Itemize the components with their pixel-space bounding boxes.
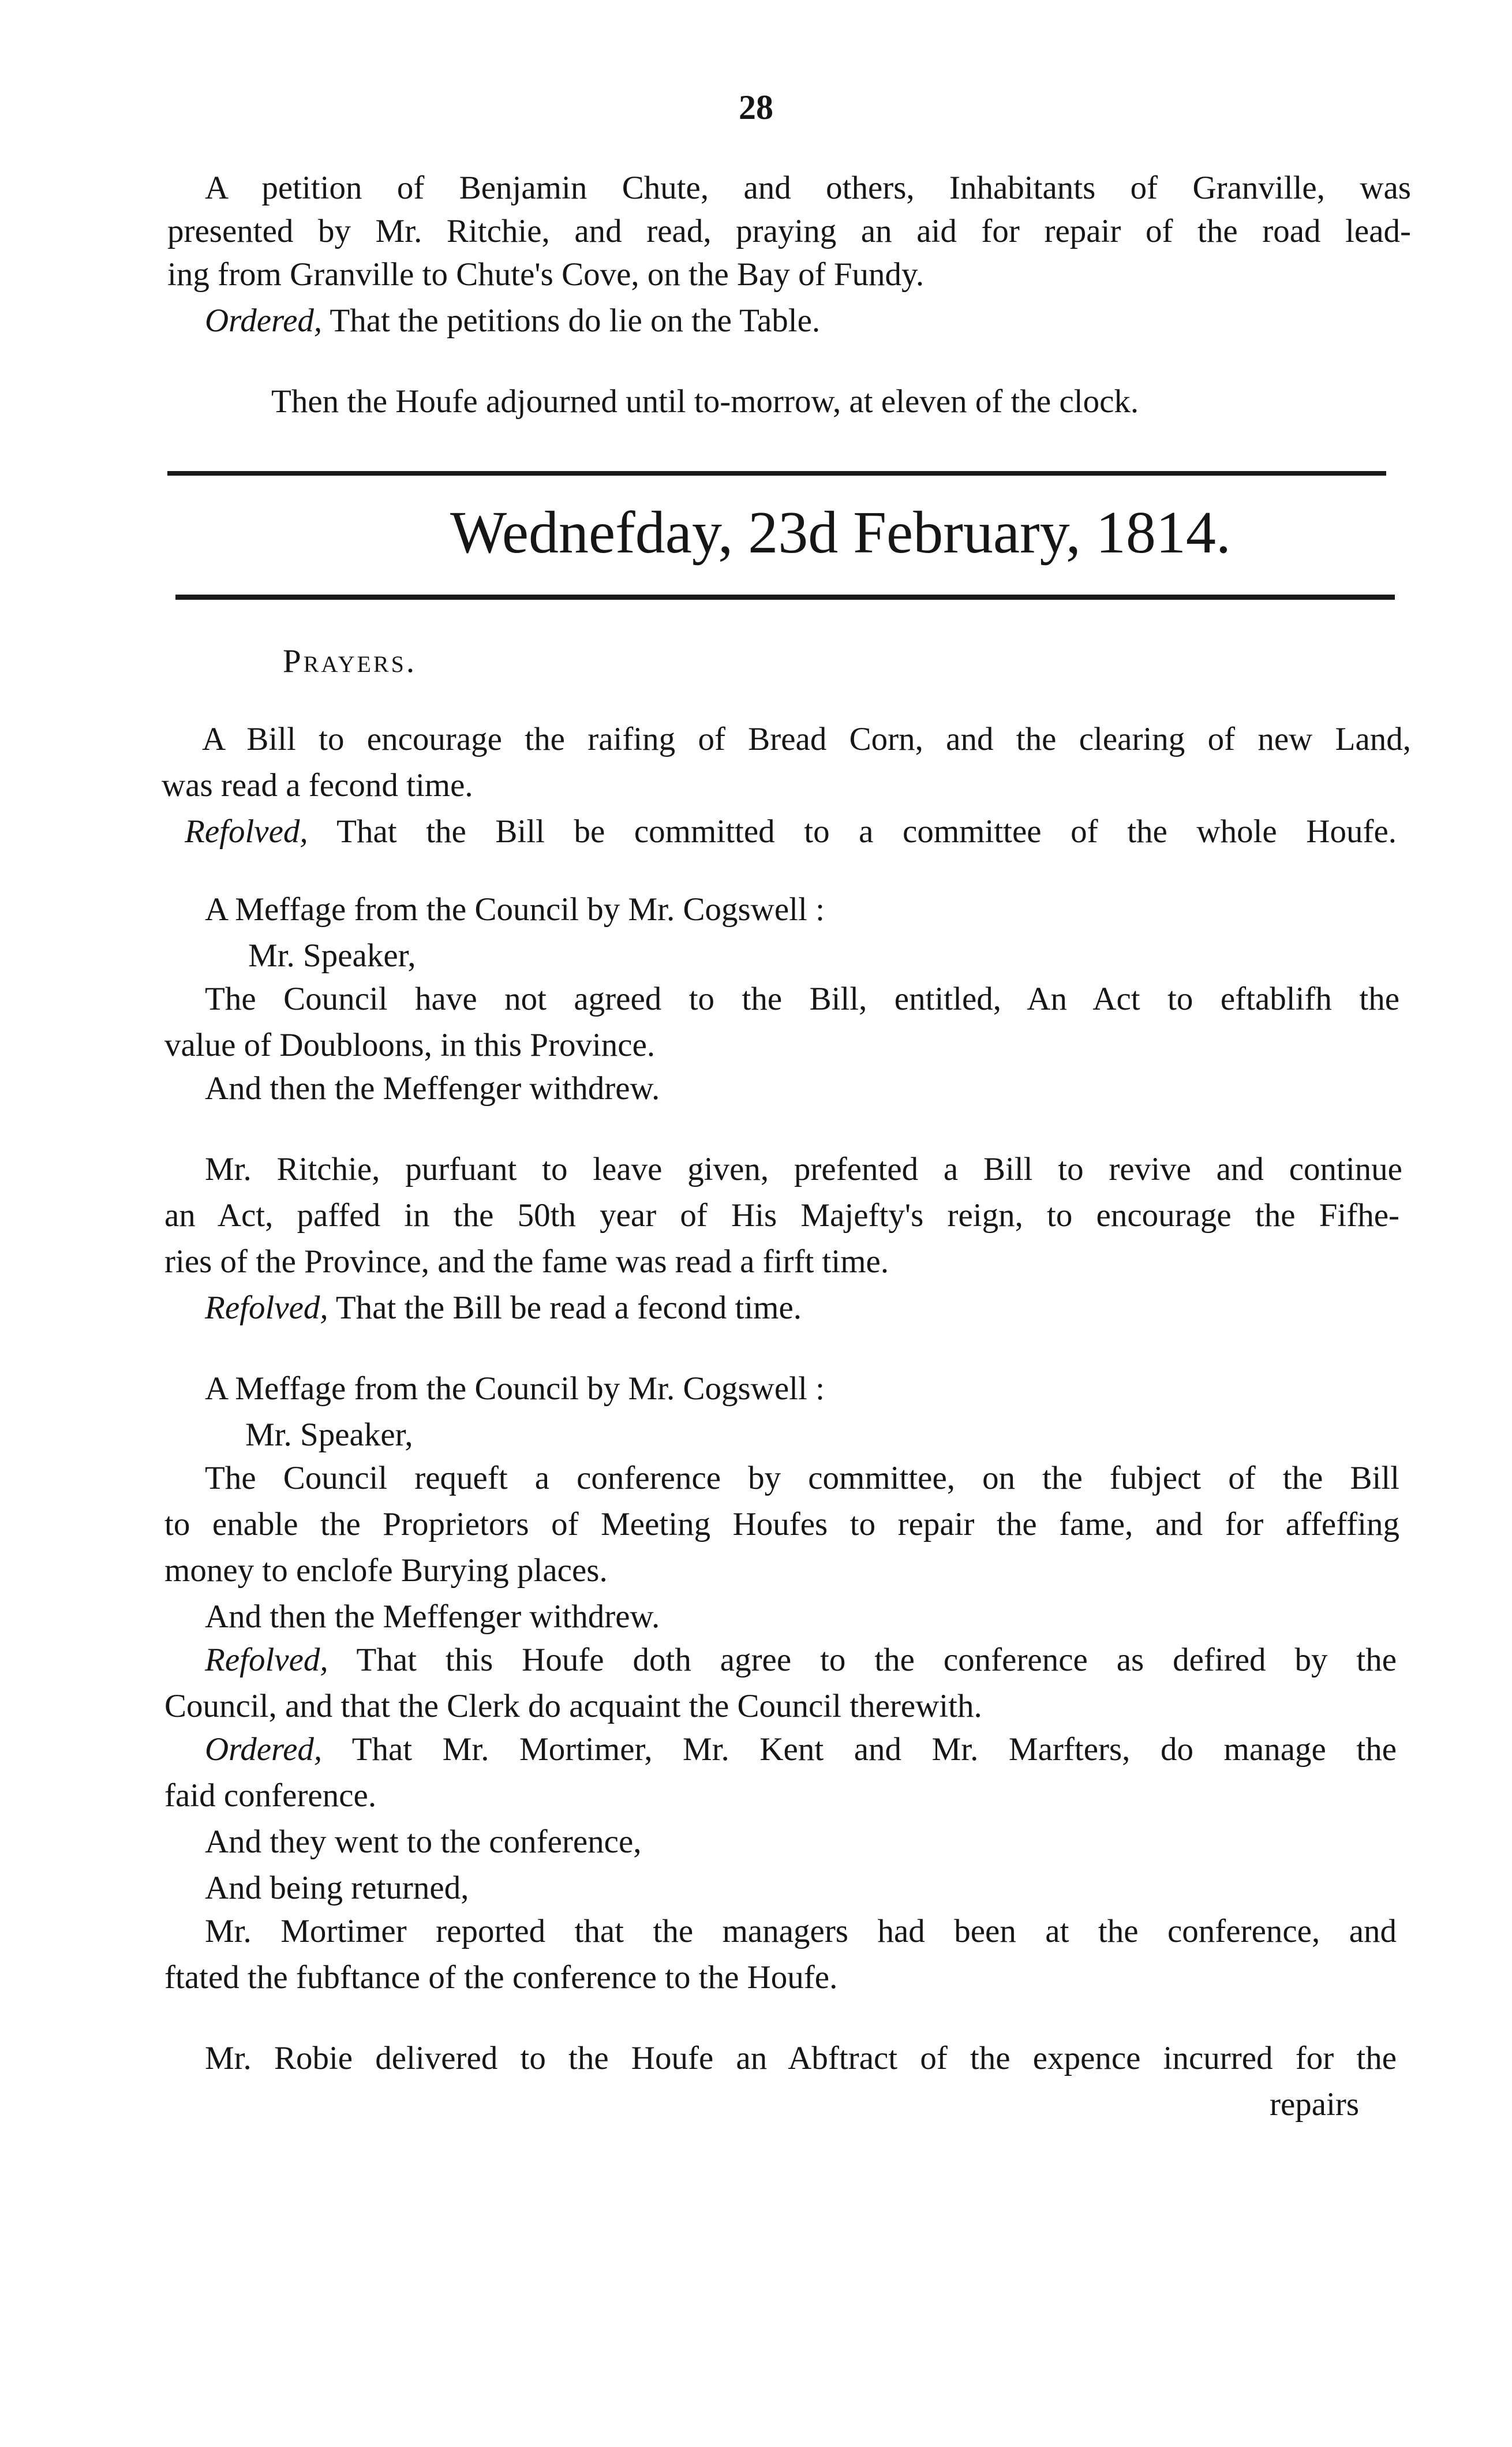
- text-line: [205, 1596, 660, 1638]
- text-line: [205, 978, 1399, 1020]
- text-line: [164, 1686, 982, 1727]
- top-rule: [167, 471, 1386, 476]
- line-text: Prayers.: [283, 643, 417, 679]
- text-line: [167, 254, 924, 296]
- italic-term: Refolved,: [185, 813, 308, 850]
- line-text: A petition of Benjamin Chute, and others, Inhabitants of Granville, was: [205, 170, 1411, 206]
- line-text: And then the Meffenger withdrew.: [205, 1070, 660, 1107]
- page-number: 28: [739, 88, 773, 126]
- line-text: A Meffage from the Council by Mr. Cogswell :: [205, 1370, 825, 1407]
- line-text: And being returned,: [205, 1870, 469, 1906]
- line-text: Wednefday, 23d February, 1814.: [450, 499, 1231, 566]
- line-text: That Mr. Mortimer, Mr. Kent and Mr. Marfters, do manage the: [322, 1731, 1397, 1768]
- line-text: The Council requeft a conference by committee, on the fubject of the Bill: [205, 1460, 1399, 1496]
- text-line: [205, 1821, 642, 1863]
- text-line: [164, 1775, 376, 1817]
- text-line: [164, 1550, 608, 1592]
- line-text: an Act, paffed in the 50th year of His Majefty's reign, to encourage the Fifhe-: [164, 1197, 1399, 1234]
- line-text: presented by Mr. Ritchie, and read, praying an aid for repair of the road lead-: [167, 213, 1411, 249]
- line-text: Mr. Ritchie, purfuant to leave given, prefented a Bill to revive and continue: [205, 1151, 1402, 1187]
- text-line: [205, 300, 820, 342]
- italic-term: Ordered,: [205, 1731, 323, 1768]
- text-line: [205, 1068, 660, 1109]
- text-line: [205, 1287, 802, 1329]
- text-line: [164, 1195, 1399, 1236]
- italic-term: Ordered,: [205, 302, 323, 339]
- line-text: A Bill to encourage the raifing of Bread Corn, and the clearing of new Land,: [202, 721, 1411, 757]
- line-text: And they went to the conference,: [205, 1824, 642, 1860]
- line-text: faid conference.: [164, 1777, 377, 1814]
- text-line: [164, 1957, 837, 1998]
- text-line: [205, 167, 1411, 209]
- line-text: value of Doubloons, in this Province.: [164, 1027, 656, 1063]
- line-text: That the Bill be read a fecond time.: [328, 1290, 802, 1326]
- text-line: [205, 1639, 1397, 1681]
- line-text: That the petitions do lie on the Table.: [322, 302, 821, 339]
- text-line: [205, 2038, 1397, 2079]
- line-text: Mr. Speaker,: [248, 937, 416, 974]
- line-text: That the Bill be committed to a committee of the whole Houfe.: [308, 813, 1397, 850]
- text-line: [205, 1867, 469, 1909]
- line-text: ries of the Province, and the fame was read a firft time.: [164, 1243, 889, 1280]
- text-line: [205, 1458, 1399, 1499]
- text-line: [185, 811, 1397, 853]
- line-text: ing from Granville to Chute's Cove, on the Bay of Fundy.: [167, 256, 925, 293]
- text-line: [162, 765, 473, 806]
- text-line: [1270, 2084, 1359, 2125]
- text-line: [202, 719, 1411, 760]
- bottom-rule: [175, 595, 1395, 600]
- text-line: [164, 1241, 889, 1283]
- date-heading: [450, 498, 1231, 567]
- text-line: [245, 1414, 413, 1456]
- line-text: was read a fecond time.: [162, 767, 473, 804]
- text-line: [164, 1025, 655, 1066]
- line-text: Council, and that the Clerk do acquaint the Council therewith.: [164, 1688, 982, 1724]
- line-text: A Meffage from the Council by Mr. Cogswell :: [205, 891, 825, 928]
- text-line: [205, 1368, 825, 1410]
- italic-term: Refolved,: [205, 1642, 328, 1678]
- line-text: Mr. Speaker,: [245, 1417, 413, 1453]
- text-line: [167, 211, 1411, 252]
- line-text: repairs: [1270, 2086, 1360, 2123]
- line-text: Then the Houfe adjourned until to-morrow, at eleven of the clock.: [271, 383, 1139, 420]
- line-text: Mr. Robie delivered to the Houfe an Abftract of the expence incurred for the: [205, 2040, 1397, 2076]
- text-line: [205, 889, 825, 931]
- italic-term: Refolved,: [205, 1290, 328, 1326]
- line-text: That this Houfe doth agree to the conference as defired by the: [328, 1642, 1397, 1678]
- text-line: [271, 381, 1139, 423]
- text-line: [205, 1911, 1397, 1952]
- line-text: Mr. Mortimer reported that the managers had been at the conference, and: [205, 1913, 1397, 1949]
- line-text: money to enclofe Burying places.: [164, 1552, 608, 1589]
- line-text: The Council have not agreed to the Bill, entitled, An Act to eftablifh the: [205, 981, 1399, 1017]
- text-line: [205, 1149, 1402, 1190]
- text-line: [164, 1504, 1399, 1545]
- line-text: ftated the fubftance of the conference to the Houfe.: [164, 1959, 838, 1996]
- line-text: to enable the Proprietors of Meeting Houfes to repair the fame, and for affeffing: [164, 1506, 1399, 1542]
- line-text: And then the Meffenger withdrew.: [205, 1598, 660, 1635]
- text-line: [205, 1729, 1397, 1770]
- text-line: [283, 641, 417, 682]
- text-line: [248, 935, 416, 977]
